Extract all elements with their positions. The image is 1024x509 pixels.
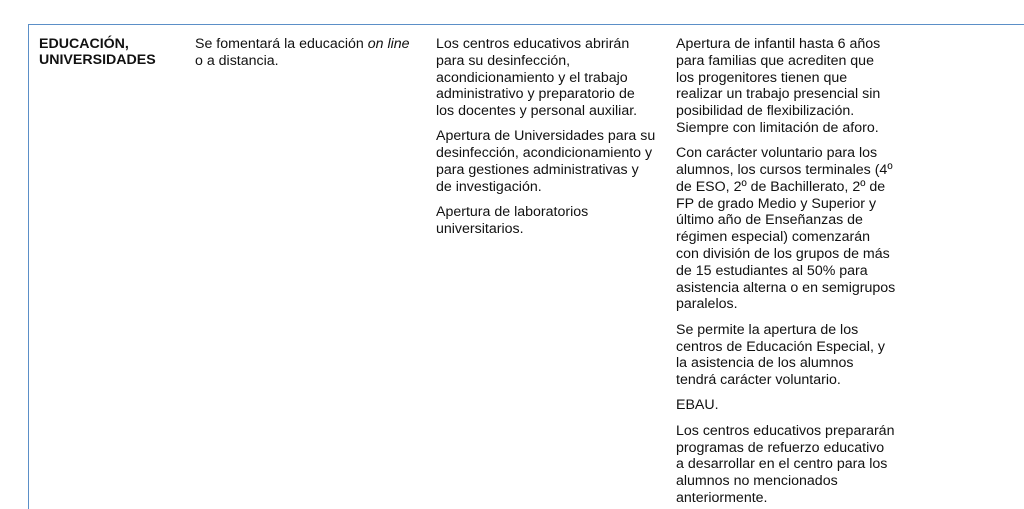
- phase1-cell: [436, 36, 668, 246]
- phase2-paragraph: EBAU.: [676, 397, 719, 414]
- category-label: EDUCACIÓN, UNIVERSIDADES: [39, 36, 156, 69]
- phase2-paragraph: Apertura de infantil hasta 6 años para familias que acrediten que los progenitores tienen que realizar un trabajo presencial sin posibilidad de flexibilización. Siempre con limitación de aforo.: [676, 36, 881, 136]
- phase0-text-after: o a distancia.: [195, 52, 279, 69]
- phase1-paragraph: Apertura de laboratorios universitarios.: [436, 204, 589, 237]
- phase2-paragraph: Los centros educativos prepararán programas de refuerzo educativo a desarrollar en el centro para los alumnos no mencionados anteriormente.: [676, 422, 895, 506]
- phase1-paragraph: Los centros educativos abrirán para su desinfección, acondicionamiento y el trabajo administrativo y preparatorio de los docentes y personal auxiliar.: [436, 36, 638, 120]
- phase0-text-before: Se fomentará la educación: [195, 36, 368, 52]
- phase2-paragraph: Con carácter voluntario para los alumnos, los cursos terminales (4º de ESO, 2º de Bachillerato, 2º de FP de grado Medio y Superior y último año de Enseñanzas de régimen especial) comenzarán con división de los grupos de más de 15 estudiantes al 50% para asistencia alterna o en semigrupos paralelos.: [676, 145, 896, 313]
- phase0-text-emphasis: on line: [367, 36, 410, 52]
- phase2-paragraph: Se permite la apertura de los centros de Educación Especial, y la asistencia de los alumnos tendrá carácter voluntario.: [676, 321, 885, 389]
- measures-table: [28, 24, 1024, 509]
- phase0-text: [195, 36, 425, 70]
- phase0-cell: [195, 36, 425, 78]
- phase2-cell: [676, 36, 908, 509]
- phase1-paragraph: Apertura de Universidades para su desinfección, acondicionamiento y para gestiones administrativas y de investigación.: [436, 128, 656, 195]
- category-cell: [39, 36, 189, 77]
